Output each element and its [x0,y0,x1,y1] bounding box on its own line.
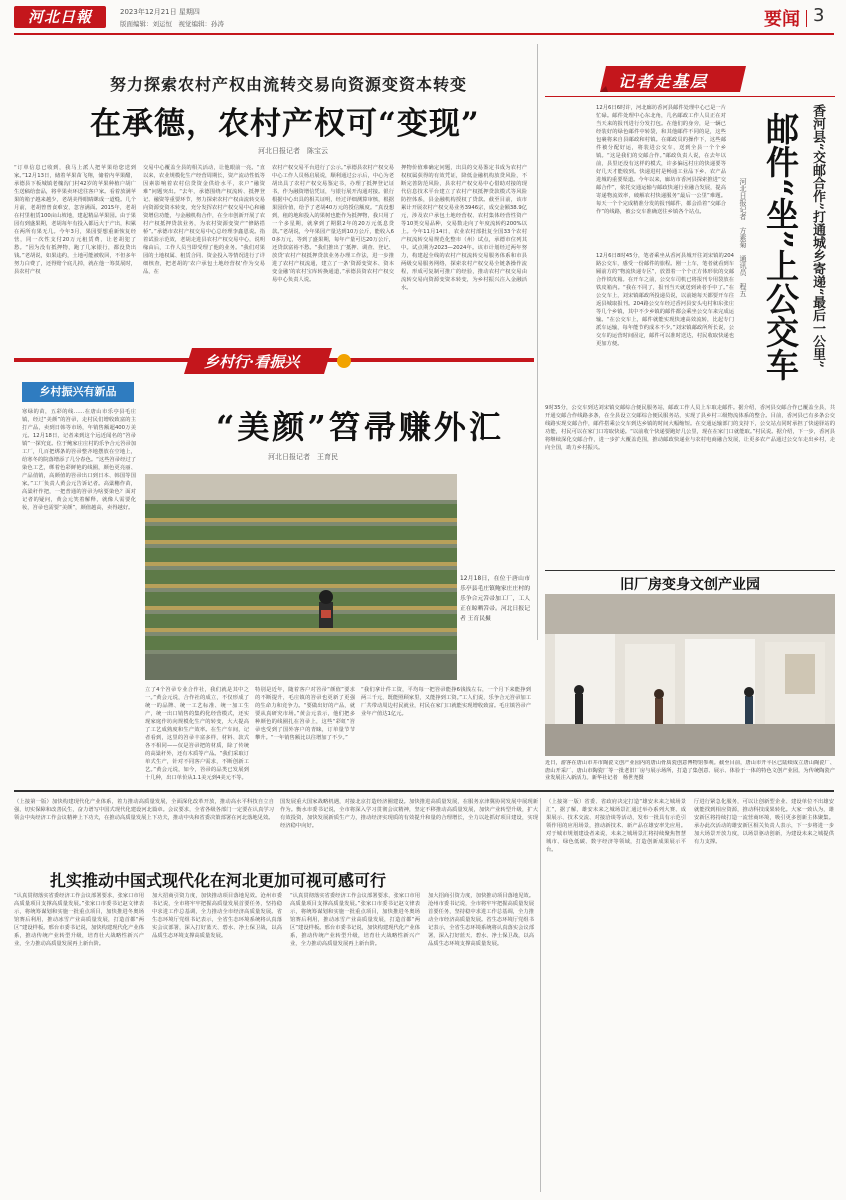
workers-drying-brooms-photo [145,474,457,680]
rural-sub-badge [22,382,134,402]
reporter-badge [600,64,748,94]
masthead [0,0,846,38]
rural-col-3: 特别是近年，随着客户对笤帚“颜值”要求的不断提升，毛庄镇的笤帚也更新了更强的生命力和竞争力。“要做出好的产品，就要从真研究市场。”黄会元表示，他们把多种颜色的线圈扎在笤帚上，这些“彩虹”笤帚也受到了国外客户的青睐，订单量节节攀升。“一年销售额比以往增加了不少。” [255,687,355,741]
bottom-intro-col: （上接第一版）加快构建现代化产业体系，着力推动高质量发展，全面深化改革开放，推动高水平科技自立自强，切实保障和改善民生，奋力谱写中国式现代化建设河北篇章。会议要求，全省各级各部门一定要在认真学习领会中央经济工作会议精神上下功夫，在推动高质量发展上下功夫，推动中央和省委决策部署在河北落地见效。 [14,799,274,821]
rural-col-4: “我们拿计件工资，平均每一把笤帚能挣6钱钱左右，一个月下来能挣到两三千元，既能照顾家里，又能挣到工资。”工人们说，乐争合元笤帚加工厂共带动周边村民就业，村民在家门口就能实现增收致富。毛庄镇笤帚产业年产值达1亿元。 [361,687,531,717]
industry-caption: 近日，游客在唐山市井市陶瓷文创产业园内的唐山骨质瓷创意博物馆参观。截至目前，唐山市开平区已陆续成立唐山陶瓷厂、唐山开采厂、唐山市陶瓷厂等一批老旧厂房与展示场所，打造了集创意、展示、体验于一体的特色文创产业园，为传统陶瓷产业发展注入新活力。新华社记者 杨世尧摄 [545,760,835,781]
bottom-vertical-rule [540,798,541,1192]
museum-photo [545,594,835,756]
bottom-section-rule [14,790,834,792]
right-feature-byline: 河北日报记者 方素菊 通讯员 程五 [739,178,747,297]
logo-text: 河北日報 [27,8,92,26]
bottom-col-4: 加大招商引资力度，加快推动项目落地见效。沧州市委书记说，全市将牢牢把握高质量发展首要任务，坚持稳中求进工作总基调，全力推动全市经济高质量发展。省生态环境厅党组书记表示，全省生态环境系统将认真落实会议部署，深入打好蓝天、碧水、净土保卫战，以高品质生态环境支撑高质量发展。 [428,893,534,947]
page-editors: 版面编辑：刘运恒 视觉编辑：孙涛 [120,20,224,28]
bottom-intro-col-b: 国发展重大国家战略机遇，对接北京打造经济圈建设。加快推进高质量发展，在服务京津冀协同发展中展现新作为。衡水市委书记说，全市将深入学习贯彻会议精神，坚定不移推动高质量发展，加快产业转型升级，扩大有效投资，加快发展新质生产力，推动经济实现质的有效提升和量的合理增长，全力以赴抓好项目建设，实现经济稳中向好。 [280,799,538,829]
right-feature-col-2: 12月6日8时45分，笔者乘坐从香河县城开往刘宋镇的204路公交车，感受一份邮件的旅程。刚一上车，笔者就看到车厢前方的“物流快递专区”，放置着一个个正方体形状的交邮合作铁皮箱。在开车之前，公交车司机已将报刊专用袋放在铁皮箱内。“我在不同了，报刊当天就送到读者手中了。”在公交车上，刘宋镇邮政所投递员说，以前她每天都要开车往返县城取报刊。204路公交车经过香河县安头屯村和东张庄等几个乡镇，其中不少乡镇的邮件都会乘坐公交车来完成运输。“在公交车上，邮件就能实现快速高效流转，比起专门派车运输，每年能节约成本不少。”刘宋镇邮政所所长说，公交车的运营时间固定，邮件可以准时送达，村民收取快递也更加方便。 [596,253,734,347]
masthead-rule [14,33,834,35]
bottom-col-3: “认真贯彻落实省委经济工作会议部署要求，张家口市用高质量项目支撑高质量发展。”张家口市委书记赵文律表示，将统筹谋划和实施一批重点项目，加快推进冬奥场馆赛后利用，推动冰雪产业高质量发展，打造首都“两区”建设样板。邢台市委书记说，加快构建现代化产业体系，推动传统产业转型升级，培育壮大战略性新兴产业，全力推动高质量发展再上新台阶。 [290,893,420,947]
top-story-byline: 河北日报记者 陈宝云 [258,147,328,155]
right-feature-kicker: 香河县“交邮合作”打通城乡寄递“最后一公里” [810,104,825,368]
right-feature-col-3: 9时35分，公交车到达刘宋镇交邮综合便民服务站，邮政工作人员上车取走邮件。据介绍，香河县交邮合作已覆盖全县，共开通交邮合作线路多条，在全县设立交邮综合便民服务站，实现了县乡村三级物流体系的整合。目前，香河县已有多条公交线路实现交邮合作，邮件搭乘公交车到达乡镇的时间大幅缩短。在交通运输部门的支持下，公交站点同时承担了快递驿站的功能，村民可以在家门口寄取快递。“以前收个快递要跑好几公里，现在在家门口就能取。”村民说。据介绍，下一步，香河县将继续深化交邮合作，进一步扩大覆盖范围，推动邮政快递业与农村电商融合发展，让更多农产品通过公交车走出乡村，走向全国，助力乡村振兴。 [545,405,835,451]
section-name: 要闻 [764,9,800,30]
top-story-col-4: 押物价值难确定问题，出具的交易鉴定书成为农村产权权属获得的有效凭证，降低金融机构放贷风险，不断完善防范风险，县农村产权交易中心借助对接的现代信息技术平台建立了农村产权抵押贷款模式等风险防控体系，县金融机构授权了贷款。截至目前，该市累计开展农村产权交易业务3946宗，成交金额38.9亿元，涉及农户承包土地经营权、农村集体经营性资产等10类交易品种，交易数走向了年度流转约200%以上。今年11月14日，农业农村部批复全国33个农村产权流转交易规范化整市（州）试点，承德市位列其中。试点期为2023—2024年。该市计划经过两年努力，构建起全线的农村产权流转交易服务体系和市县两级交易服务网络，探索农村产权交易全链条操作流程，形成可复制可推广的经验，推动农村产权交易由流转交易向资源变资本转变，为乡村振兴注入金融活水。 [401,165,527,291]
broom-photo-caption: 12月18日，在位于唐山市乐亭县毛庄镇鲍家庄庄村的乐争合元笤帚加工厂，工人正在晾晒笤帚。河北日报记者 王育民摄 [460,576,530,622]
top-story-col-1: “订单信息已收到，我马上派人把苹果给您送到家。”12月13日，储着苹果苗飞翔，储着内苹果醋，承德县下板城镇老槐沟门村42岁的苹果种植户胡广生送稿给套品，将苹果卖环送往客户家。看着放满苹果的箱子越来越少，老胡美得眼睛眯成一道缝。几个月前，老胡曾曾食难安，忽容满面。2015年，老胡在村里租赁100亩山坡地，建起精品苹果园。由于果园有到盛果期，老胡每年有投入都远大于产出，积累在两所有果无几。今年3月，果园要想重新恢复经营，同一次性支付20万元租赁费，让老胡犯了愁。“因为没有抵押物，跑了几家银行，都没贷出钱。”老胡说，如果违约，土地可能被收回，不但多年努力白费了，还得赔个底儿掉，就在他一筹莫展时，县农村产权 [14,165,136,275]
bottom-col-1: “认真贯彻落实省委经济工作会议部署要求，张家口市用高质量项目支撑高质量发展。”张家口市委书记赵文律表示，将统筹谋划和实施一批重点项目，加快推进冬奥场馆赛后利用，推动冰雪产业高质量发展，打造首都“两区”建设样板。邢台市委书记说，加快构建现代化产业体系，推动传统产业转型升级，培育壮大战略性新兴产业，全力推动高质量发展再上新台阶。 [14,893,144,947]
bottom-col-5: （上接第一版）省委、省政府决定打造“雄安未来之城场景汇”，据了解，雄安未来之城场景汇通过举办系列大赛、成果展示、技术交流、对接洽谈等活动，发布一批具有示范引领作用的应用场景，推动新技术、新产品在雄安率先应用。对于城市规划建设者来说，未来之城场景汇将持续聚焦智慧城市、绿色低碳、数字经济等领域，打造创新成果展示平台。 [546,799,686,853]
industry-photo [545,594,835,756]
industry-headline: 旧厂房变身文创产业园 [620,577,760,593]
rural-banner-text: 乡村行·看振兴 [204,353,300,371]
rural-headline: “美颜”笤帚赚外汇 [216,408,504,446]
top-story-col-2: 交易中心覆盖全县的相关活动，让他眼前一亮。“直以来，农业规模化生产经营周期长，资产流动性低等因素影响着农村信贷资金供给水平，农户“融资难”问题突出。“去年，承德围绕产权流转、抵押登记、融资等重要环节，努力探索农村产权由流转交易向资源变资本转变，充分发挥农村产权交易中心和融资增信功能，与金融机构合作，在全市创新开展了农村产权抵押贷款业务，为农村资源变资产“修路搭桥”。”承德市农村产权交易中心总经理李鑫恩说。指着试验示范效，老胡走进县农村产权交易中心，说明缘由后，工作人员当即受理了他的业务。“我们对果园的土地权属、租赁合同、资金投入等情况进行了详细核查，把老胡的‘农户承包土地经营权’作为交易品，在 [143,165,265,275]
badge-rule [545,96,835,97]
sub-badge-text: 乡村振兴有新品 [39,385,117,398]
top-story-col-3: 农村产权交易平台进行了公示。”承德县农村产权交易中心工作人员杨启展说，顺利通过公示后，中心为老胡出具了农村产权交易鉴定书，办理了抵押登记证书，作为融资增信凭证，与银行展开沟通对接。银行根据中心出具的相关证明，经过详细测算审核，根据果园价值，给予了老胡40万元的授信额度。“真没想到，租的地和投入的果树也能作为抵押物，我只用了一个多星期，就拿到了期限2年的20万元低息贷款。”老胡说，今年果园产量达到10万公斤，能收入60多万元，等到了盛果期，每年产量可达20万公斤，还贷款富裕不愁。“我们推出了‘抵押、调查、登记、放贷’农村产权抵押贷款业务办理工作法，进一步推进了农村产权流通，建立了一条‘资源变资本、资本变金融’的农村宝库转换通道，”承德县资农村产权交易中心负责人说。 [272,165,394,283]
bottom-headline: 扎实推动中国式现代化在河北更加可视可感可行 [50,871,387,890]
page-number: 3 [813,5,825,26]
industry-rule [545,570,835,571]
right-feature-headline: 邮件“坐”上公交车 [761,112,800,381]
top-story-headline: 在承德，农村产权可“变现” [90,106,480,142]
rural-banner [14,346,534,376]
main-vertical-rule [537,44,538,640]
top-story-kicker: 努力探索农村产权由流转交易向资源变资本转变 [110,75,468,94]
bottom-col-6: 厅进行紧急化服务，可以让创新型企业、建设单位不出雄安就能找到相应资源，推动科技成果转化。大家一致认为，雄安新区将持续打造一流营商环境，吸引更多创新主体聚集。承办此次活动的雄安新区相关负责人表示，下一步将进一步加大场景开放力度，以场景驱动创新，为建设未来之城提供有力支撑。 [694,799,834,845]
right-feature-col-1: 12月6日6时许，河北廊坊香河县邮件处理中心已是一片忙碌。邮件处理中心东北角，几名邮政工作人员正在对当天来的报刊进行分发打包。在他们的身旁，是一辆已经装好的绿色邮件中转袋，和其他邮件不同的是，这些包裹将来自县邮政和村镇。在邮政员的操作下，这些邮件被分配好运，将装进公交车，送到全县一个个乡镇。“这是我们的交邮合作。”邮政负责人说，在去年以前，县里还没有这样的模式，许多偏远村庄的快递要等好几天才能收到。快递进村是畅通工业品下乡、农产品进城的重要渠道。今年以来，廊坊市香河县探索推进“交邮合作”，依托交通运输与邮政快递行业融合发展，提高寄递物流效率，破解农村快递服务“最后一公里”难题。每天一个个完成精准分发的报刊邮件，都会沿着“交邮合作”的线路，被公交车准确送往乡镇各个站点。 [596,105,726,215]
rural-col-2: 立了4个笤帚专业合作社，我们就是其中之一。”黄会元说，合作社的成立，不仅形成了统一的品牌、统一工艺标准、统一加工生产，统一出口销售的集约化经营模式，还实现家庭作坊向规模化生产的转变，大大提高了工艺成熟度和生产效率。在生产车间，记者看到，这里的笤帚丰富多样，材料、款式各不相同——仅是笤帚把的材质，除了传统的高粱秆外，还有木质等产品。“我们采取订单式生产，针对不同客户需求，不断创新工艺。”黄会元说，如今，笤帚的品类已发展到十几种，出口单价从1.1美元到4美元不等。 [145,687,249,781]
rural-byline: 河北日报记者 王育民 [268,453,338,461]
rural-col-1: 寒绿的苗，五彩的线……在唐山市乐亭县毛庄镇，经过“美颜”的笤帚，走村民们增收致富的主打产品，卖到日韩等市场，年销售额超400万美元。12月18日，记者来到这个远近闻名的“笤帚镇”一探究竟。位于鲍家庄庄村的乐争合元笤帚加工厂，几百把绑条的笤帚整齐地摆放在空地上，给寒冬的院落增添了几分春色。“这些笤帚经过了染色工艺，绑着色彩鲜艳的线圈，颜色更亮丽、产品俏销，高颜值的笤帚出口到日本、韩国等国家。”工厂负责人黄会元告诉记者。高粱穗作苗，高粱秆作把，一把普通的笤帚为啥要染色？面对记者的疑问，黄会元笑着解释，就像人需要化妆，笤帚也需要“美颜”，颜值越高，卖得越好。 [22,409,136,511]
broom-photo [145,474,457,680]
issue-date: 2023年12月21日 星期四 [120,8,200,16]
bottom-col-2: 加大招商引资力度，加快推动项目落地见效。沧州市委书记说，全市将牢牢把握高质量发展首要任务，坚持稳中求进工作总基调，全力推动全市经济高质量发展。省生态环境厅党组书记表示，全省生态环境系统将认真落实会议部署，深入打好蓝天、碧水、净土保卫战，以高品质生态环境支撑高质量发展。 [152,893,282,939]
section-divider [806,10,807,27]
badge-text: 记者走基层 [618,72,709,91]
newspaper-logo [14,6,106,28]
